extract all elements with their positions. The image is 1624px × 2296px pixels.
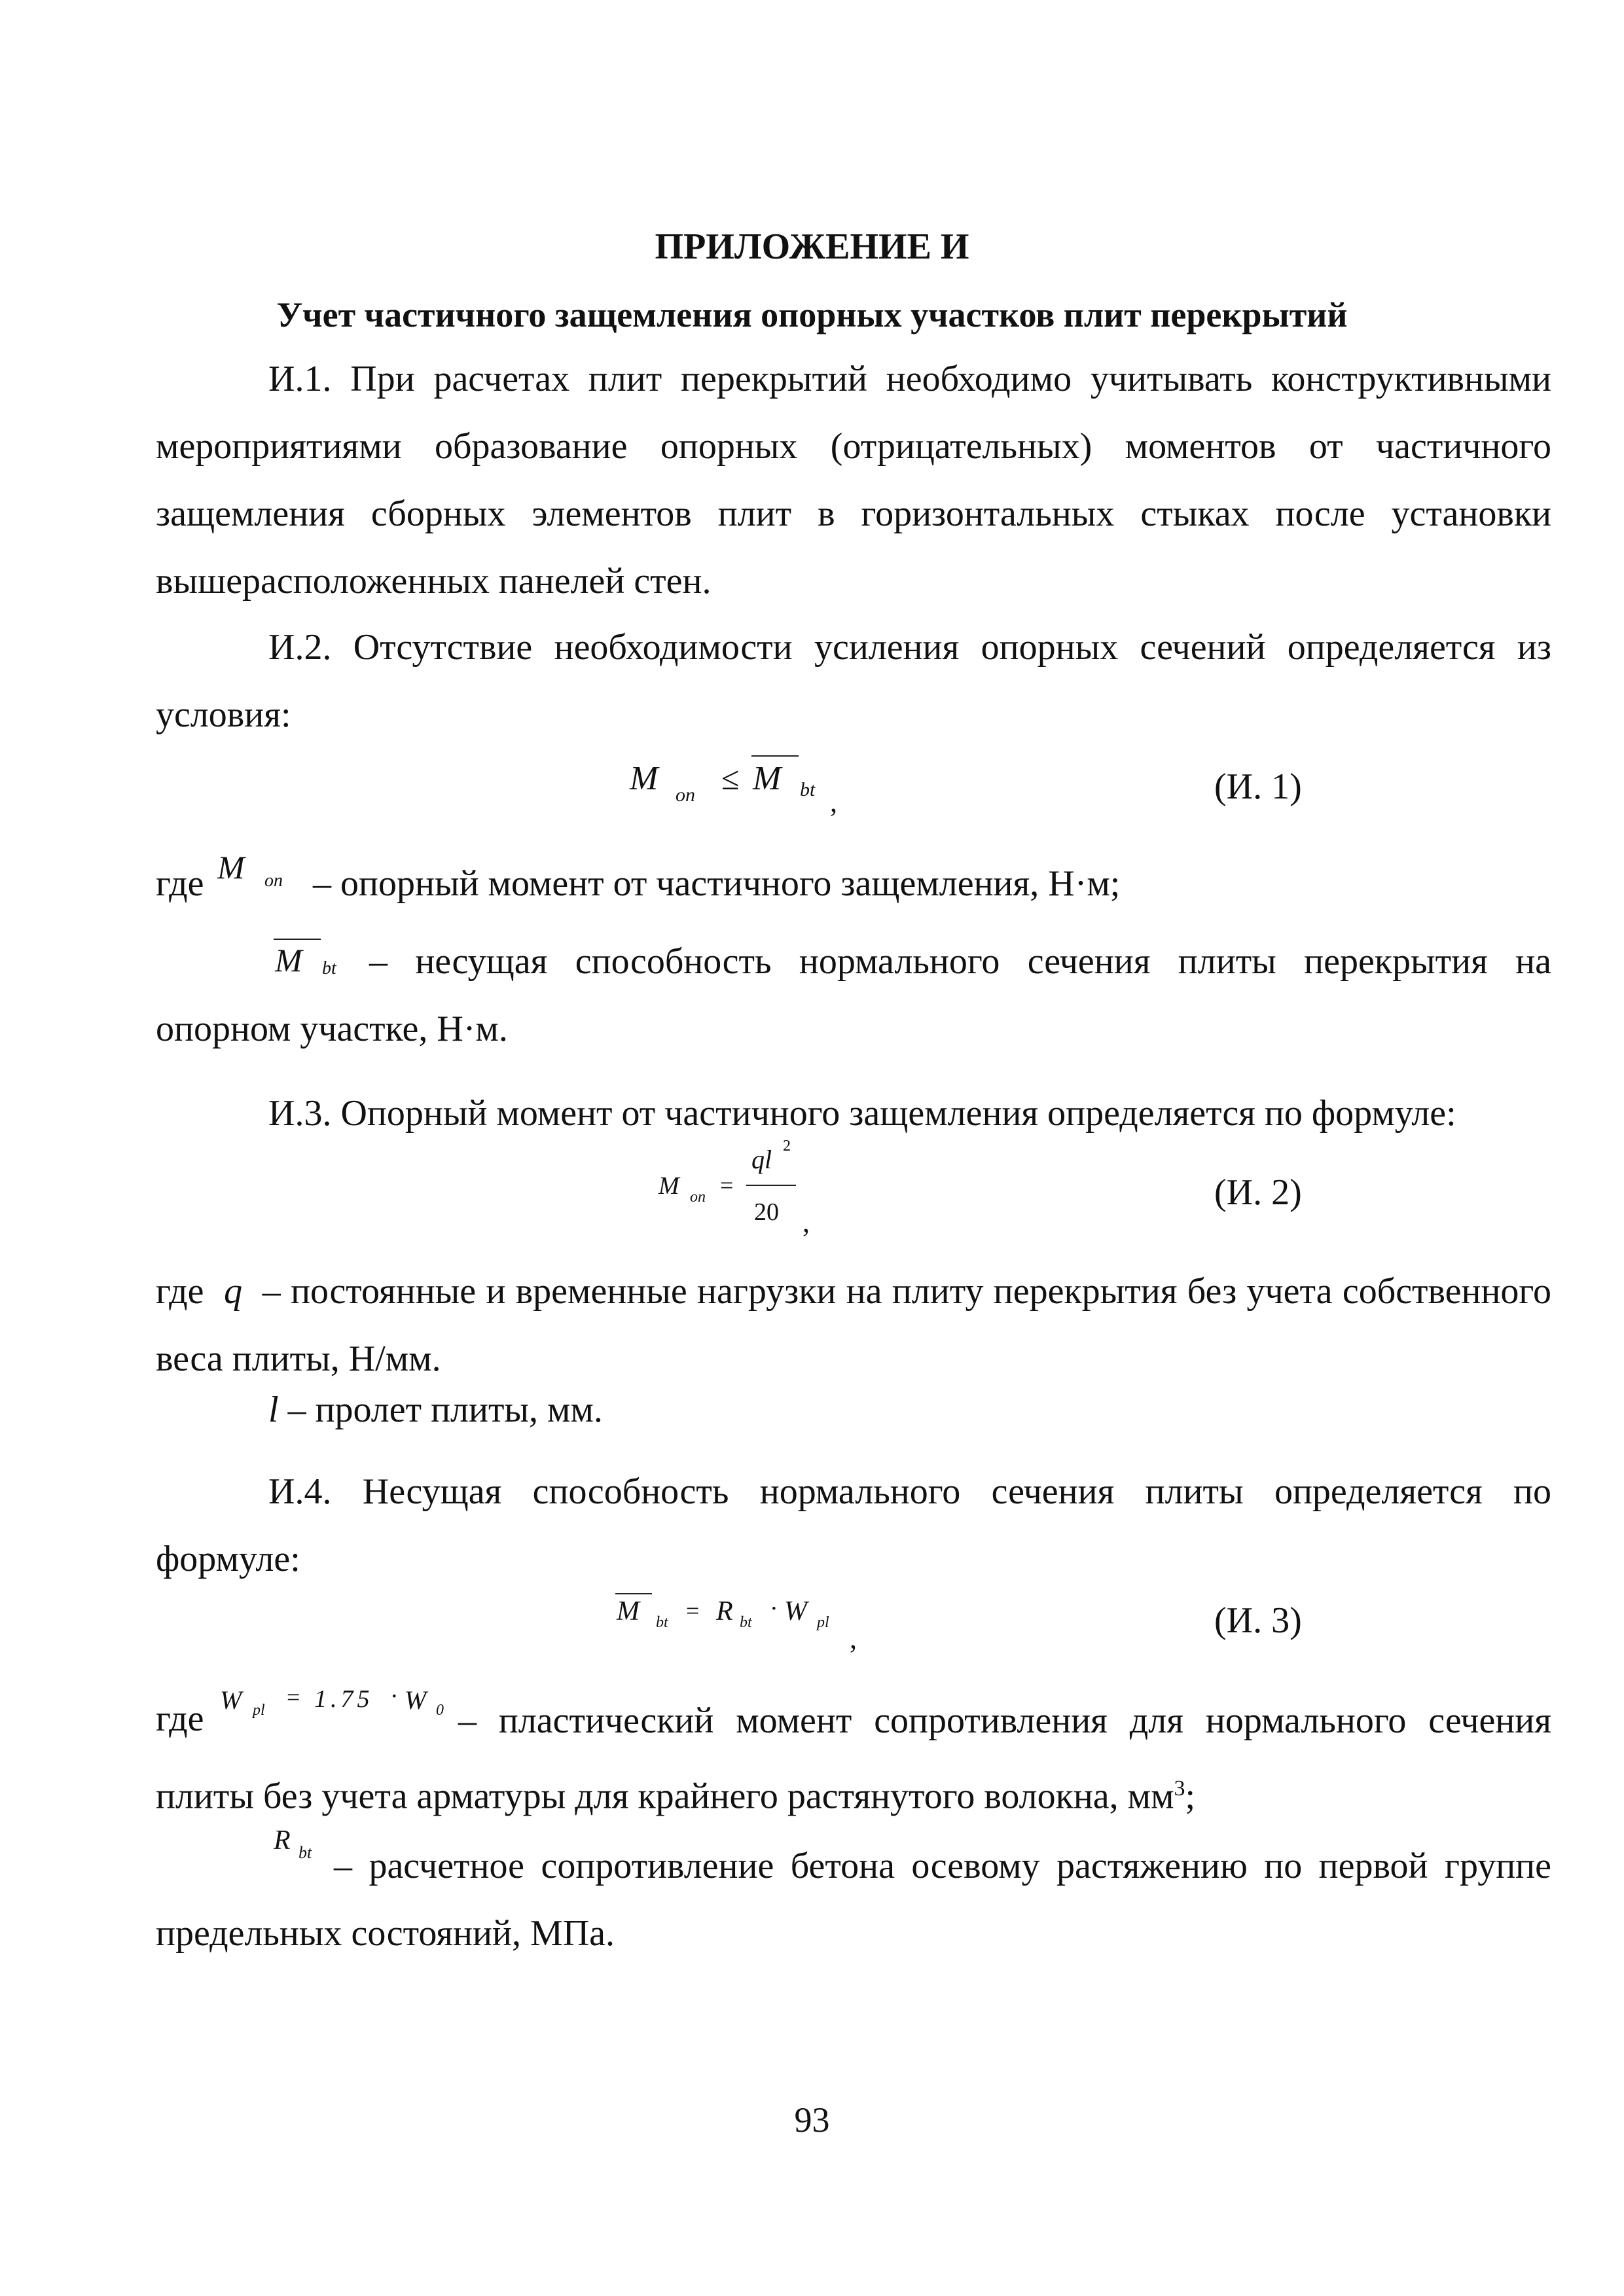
- eq2-equals: =: [720, 1172, 734, 1198]
- paragraph-4: И.4. Несущая способность нормального сечения плиты определяется по формуле:: [156, 1471, 1551, 1579]
- paragraph-3: И.3. Опорный момент от частичного защемления определяется по формуле:: [268, 1093, 1456, 1134]
- eq3-m: M: [617, 1596, 640, 1626]
- eq2-sub-on: оп: [690, 1189, 706, 1206]
- def-wpl-superscript: 3: [1174, 1776, 1185, 1801]
- eq1-sub-bt: bt: [800, 779, 816, 800]
- paragraph-1: И.1. При расчетах плит перекрытий необходимо учитывать конструктивными мероприятиями образование опорных (отрицательных) моментов от частичного защемления сборных элементов плит в горизонтальных стыках после установки вышерасположенных панелей стен.: [156, 359, 1551, 601]
- where-label-1: где: [156, 863, 204, 904]
- def-l-text: – пролет плиты, мм.: [287, 1390, 603, 1430]
- def-mon-text: – опорный момент от частичного защемления, Н·м;: [313, 863, 1121, 904]
- def-wpl-text: [156, 1687, 1551, 1831]
- eq3-dot: ·: [770, 1595, 778, 1623]
- def-l-symbol: l: [268, 1390, 279, 1430]
- eq3-overline: [615, 1593, 652, 1594]
- eq2-comma: ,: [803, 1206, 810, 1238]
- def-r-sub: bt: [298, 1843, 312, 1862]
- eq1-m: M: [630, 760, 659, 797]
- eq3-r: R: [716, 1596, 733, 1626]
- eq3-equals: =: [686, 1598, 700, 1624]
- eq1-leq: ≤: [721, 760, 740, 797]
- eq3-number: (И. 3): [1214, 1600, 1302, 1641]
- eq2-ql: ql: [751, 1145, 772, 1174]
- wpl-dot: ·: [390, 1683, 399, 1710]
- def-mbt-sub: bt: [322, 958, 336, 978]
- definition-l: [268, 1389, 603, 1431]
- eq3-sub-pl: pl: [817, 1614, 829, 1631]
- eq1-comma: ,: [830, 786, 837, 818]
- wpl-sub-zero: 0: [436, 1702, 444, 1719]
- paragraph-2: И.2. Отсутствие необходимости усиления опорных сечений определяется из условия:: [156, 627, 1551, 735]
- def-q-where: где: [156, 1271, 204, 1312]
- where-label-2: где: [156, 1698, 204, 1739]
- definition-q: [156, 1258, 1551, 1393]
- appendix-title: ПРИЛОЖЕНИЕ И: [655, 226, 969, 267]
- wpl-sub-pl: pl: [253, 1702, 265, 1719]
- eq2-square: 2: [783, 1138, 791, 1155]
- wpl-equals: =: [287, 1684, 300, 1710]
- eq1-sub-on: оп: [676, 784, 695, 806]
- appendix-subtitle: Учет частичного защемления опорных участков плит перекрытий: [276, 295, 1348, 334]
- eq1-mbar: M: [753, 760, 782, 797]
- eq2-number: (И. 2): [1214, 1172, 1302, 1213]
- def-r-text: – расчетное сопротивление бетона осевому растяжению по первой группе предельных состояний, МПа.: [156, 1846, 1551, 1954]
- eq2-denominator: 20: [754, 1198, 779, 1226]
- eq2-m: M: [659, 1172, 679, 1200]
- eq3-sub-rbt: bt: [740, 1614, 752, 1631]
- def-q-symbol: q: [224, 1271, 243, 1312]
- def-q-text: – постоянные и временные нагрузки на плиту перекрытия без учета собственного веса плиты, Н/мм.: [156, 1271, 1552, 1379]
- wpl-w: W: [220, 1685, 242, 1715]
- eq1-overline: [751, 755, 799, 757]
- wpl-coefficient: 1.75: [314, 1685, 374, 1713]
- def-mon-m: M: [217, 849, 245, 886]
- page-number: 93: [794, 2100, 830, 2140]
- def-wpl-end: ;: [1185, 1776, 1196, 1817]
- def-r-symbol: R: [274, 1825, 291, 1856]
- def-wpl-body: – пластический момент сопротивления для нормального сечения плиты без учета арматуры для крайнего растянутого волокна, мм: [156, 1700, 1551, 1817]
- def-mbt-m: M: [275, 942, 302, 978]
- def-mon-sub: оп: [264, 870, 283, 891]
- wpl-w0: W: [405, 1685, 427, 1715]
- eq1-number: (И. 1): [1214, 766, 1302, 807]
- eq3-w: W: [784, 1596, 807, 1626]
- eq2-fraction-bar: [746, 1185, 796, 1186]
- eq3-sub-bt: bt: [656, 1614, 668, 1631]
- eq3-comma: ,: [850, 1623, 857, 1655]
- def-mbt-text: – несущая способность нормального сечения плиты перекрытия на опорном участке, Н·м.: [156, 941, 1551, 1049]
